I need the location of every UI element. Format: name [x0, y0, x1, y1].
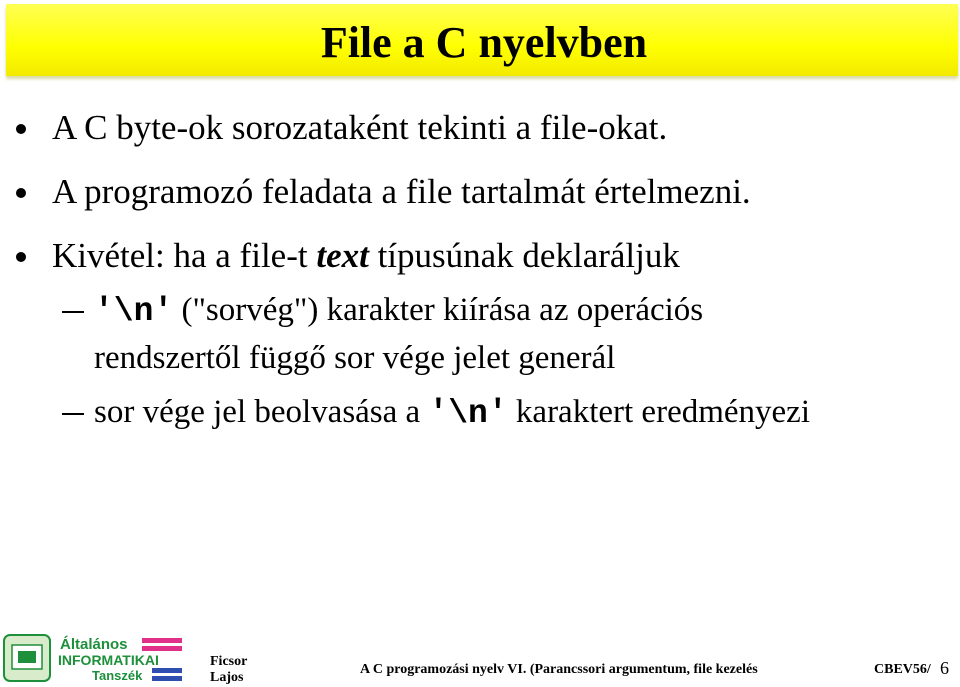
- footer-course: A C programozási nyelv VI. (Parancssori argumentum, file kezelés: [360, 662, 758, 677]
- logo-text-2: INFORMATIKAI: [58, 652, 159, 668]
- bullet-1-text: A C byte-ok sorozataként tekinti a file-okat.: [52, 108, 668, 147]
- sub-item-2-text: [94, 392, 810, 434]
- logo-screen-fill: [18, 651, 36, 663]
- title-band: [6, 4, 958, 76]
- footer-author-1: Ficsor: [210, 654, 248, 669]
- footer-page-number: 6: [940, 658, 949, 678]
- sub-item-1-code: '\n': [94, 293, 174, 330]
- sub-item-2-after: karaktert eredményezi: [507, 394, 810, 430]
- bullet-3-emphasis: text: [316, 236, 369, 275]
- bullet-3-before: Kivétel: ha a file-t: [52, 236, 317, 275]
- sub-item-1-text: ("sorvég") karakter kiírása az operációs: [173, 292, 704, 328]
- bullet-dot: [16, 252, 26, 262]
- sub-item-1-line-2: rendszertől függő sor vége jelet generál: [94, 340, 616, 376]
- bullet-dot: [16, 188, 26, 198]
- sub-item-2-code: '\n': [428, 395, 508, 432]
- department-logo: [2, 632, 188, 684]
- bullet-2-text: A programozó feladata a file tartalmát értelmezni.: [52, 172, 751, 211]
- slide-title: File a C nyelvben: [320, 18, 648, 67]
- logo-text-3: Tanszék: [92, 668, 143, 683]
- bullet-dot: [16, 124, 26, 134]
- sub-item-2-before: sor vége jel beolvasása a: [94, 394, 429, 430]
- sub-dash: [62, 413, 84, 415]
- sub-dash: [62, 311, 84, 313]
- footer-code: CBEV56/: [874, 662, 931, 677]
- sub-item-1-line-1: [94, 290, 703, 332]
- logo-text-1: Általános: [60, 636, 128, 653]
- footer-author-2: Lajos: [210, 670, 244, 685]
- bullet-3-text: [52, 236, 680, 276]
- bullet-3-after: típusúnak deklaráljuk: [368, 236, 680, 275]
